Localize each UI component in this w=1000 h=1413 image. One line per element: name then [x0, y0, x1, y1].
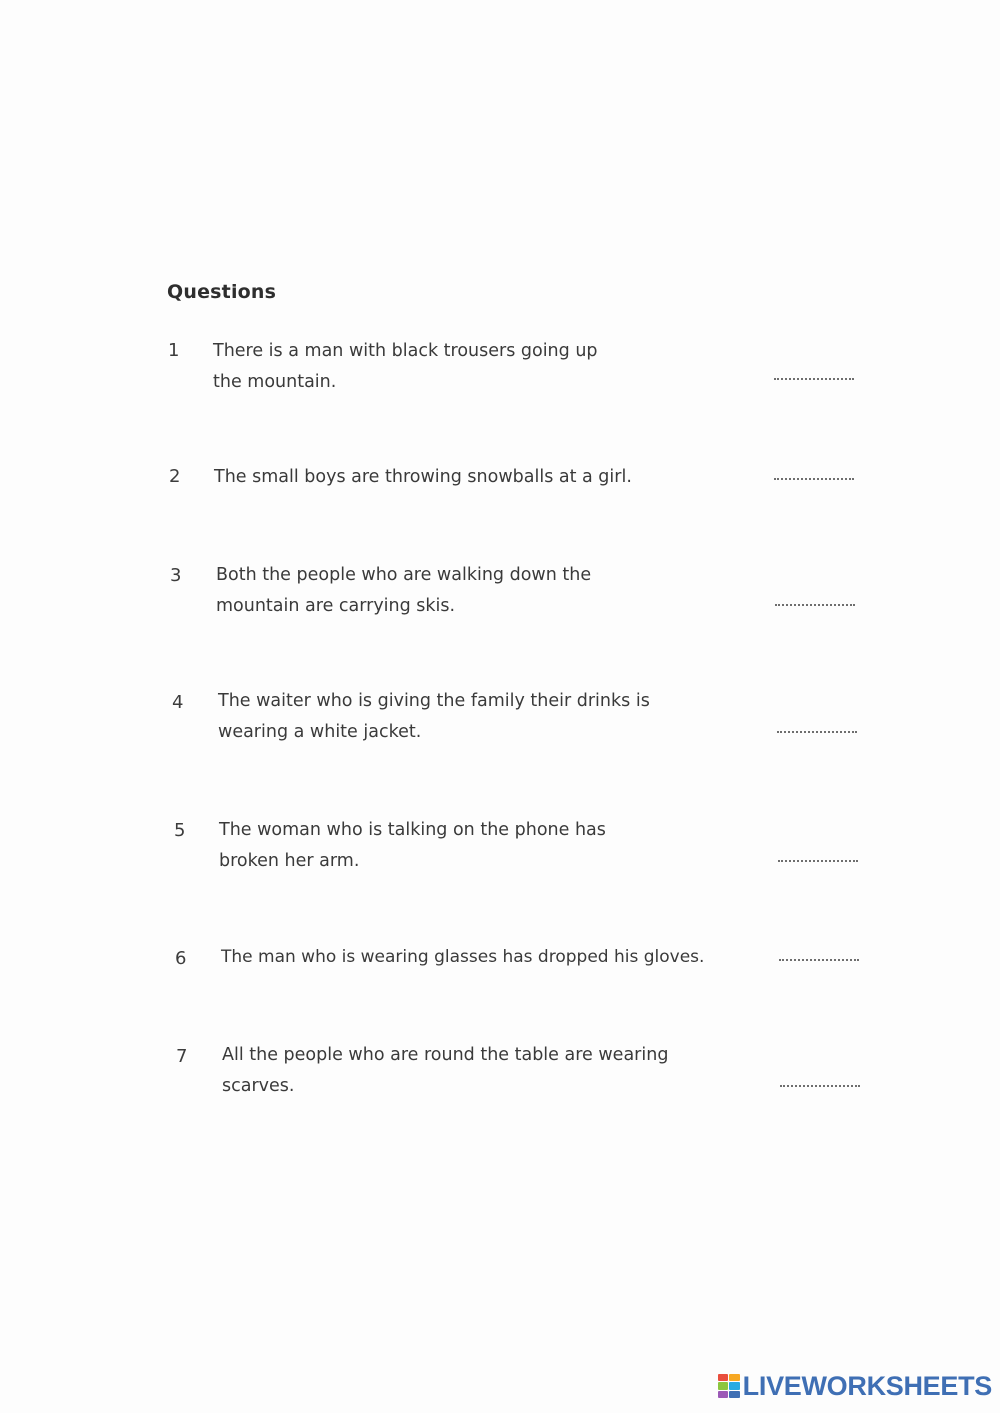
question-row — [0, 462, 1000, 532]
question-number: 4 — [172, 692, 184, 713]
answer-blank[interactable] — [779, 955, 859, 961]
question-number: 5 — [174, 820, 186, 841]
question-text: There is a man with black trousers going up the mountain. — [213, 341, 598, 392]
question-text: The man who is wearing glasses has dropped his gloves. — [221, 947, 705, 967]
question-row — [0, 1040, 1000, 1110]
question-row — [0, 686, 1000, 756]
question-number: 1 — [168, 340, 180, 361]
liveworksheets-brand — [718, 1369, 992, 1403]
question-text: The woman who is talking on the phone has broken her arm. — [219, 820, 606, 871]
logo-square — [729, 1382, 740, 1389]
logo-square — [729, 1391, 740, 1398]
question-number: 7 — [176, 1046, 188, 1067]
question-text: All the people who are round the table are wearing scarves. — [222, 1045, 669, 1096]
question-number: 2 — [169, 466, 181, 487]
logo-square — [718, 1391, 729, 1398]
question-text: The small boys are throwing snowballs at a girl. — [214, 467, 632, 487]
question-row — [0, 942, 1000, 1012]
answer-blank[interactable] — [775, 600, 855, 606]
question-row — [0, 815, 1000, 885]
answer-blank[interactable] — [777, 727, 857, 733]
question-number: 6 — [175, 948, 187, 969]
question-number: 3 — [170, 565, 182, 586]
question-text: Both the people who are walking down the mountain are carrying skis. — [216, 565, 592, 616]
logo-square — [718, 1374, 729, 1381]
liveworksheets-logo-icon — [718, 1374, 740, 1398]
question-row — [0, 560, 1000, 630]
answer-blank[interactable] — [774, 474, 854, 480]
question-row — [0, 336, 1000, 406]
brand-name: LIVEWORKSHEETS — [742, 1370, 992, 1401]
answer-blank[interactable] — [774, 374, 854, 380]
logo-square — [718, 1382, 729, 1389]
answer-blank[interactable] — [780, 1081, 860, 1087]
page-title: Questions — [167, 281, 277, 303]
answer-blank[interactable] — [778, 856, 858, 862]
question-text: The waiter who is giving the family their drinks is wearing a white jacket. — [218, 691, 650, 742]
logo-square — [729, 1374, 740, 1381]
